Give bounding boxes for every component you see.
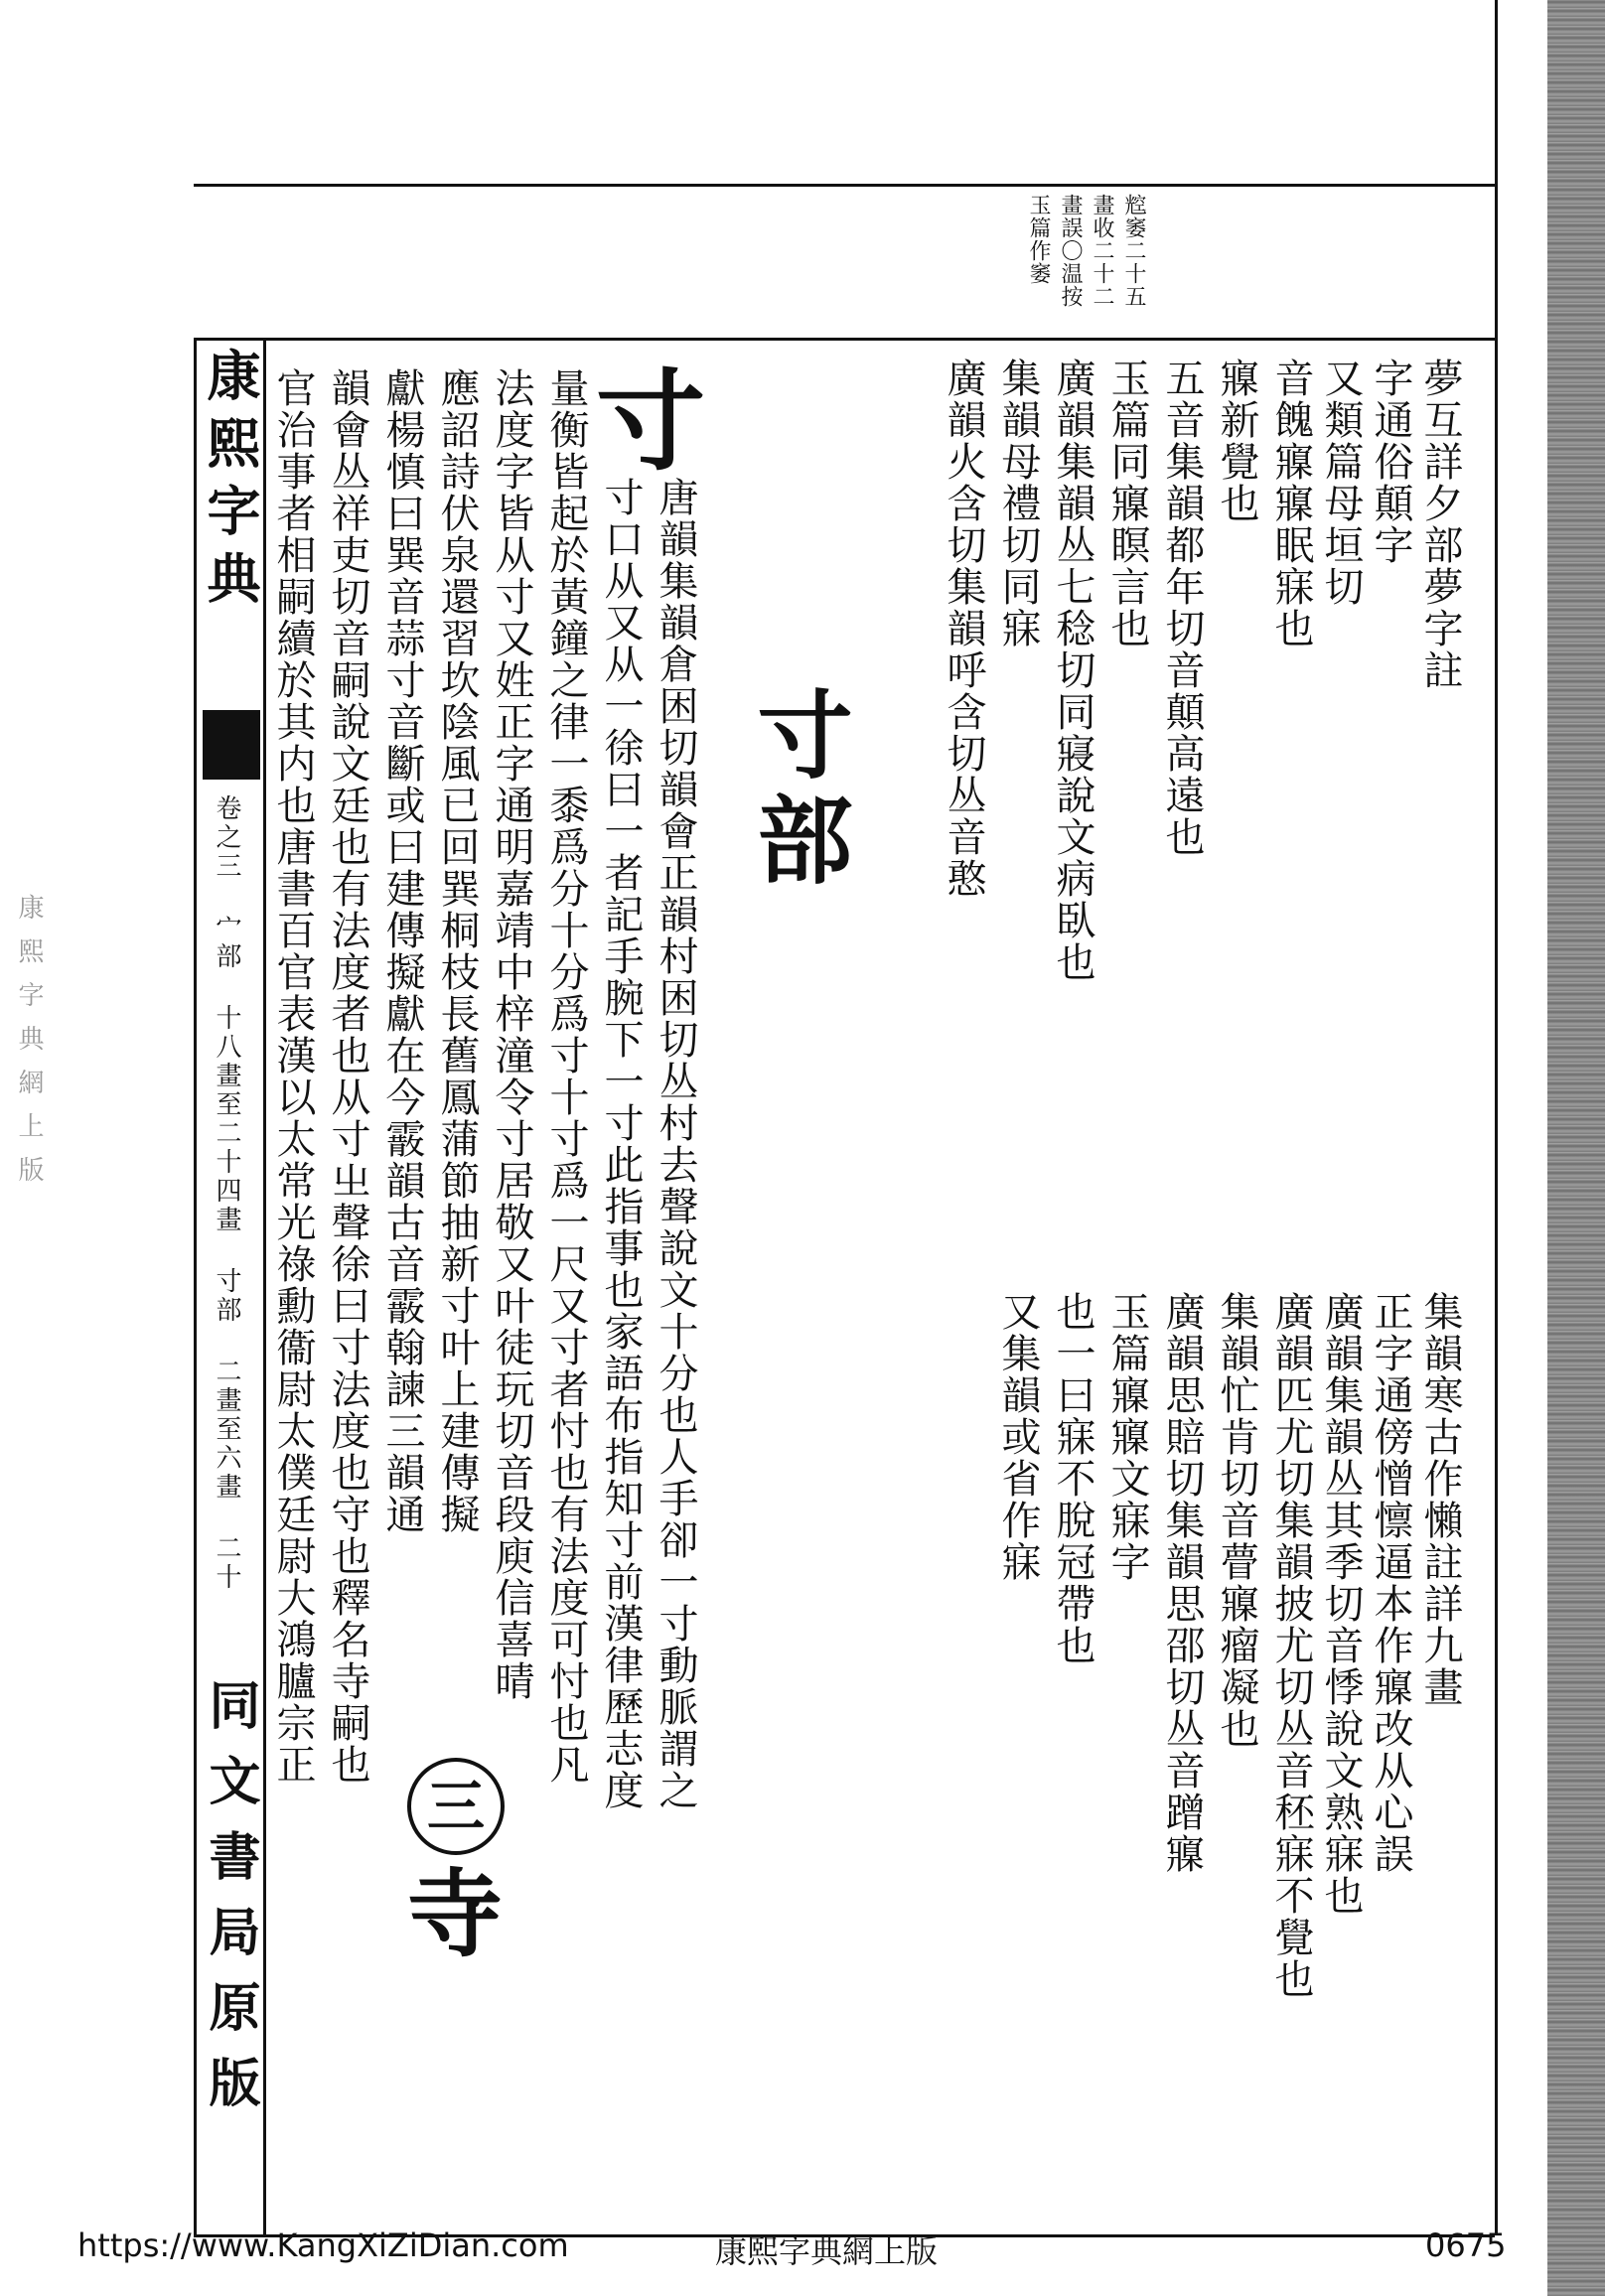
footer-page-number: 0675	[1425, 2226, 1507, 2264]
text-column: 又集韻或省作寐	[995, 1291, 1041, 1583]
sub-count: 三	[426, 1773, 485, 1840]
text-column: 集韻寒古作懶註詳九畫	[1417, 1291, 1463, 1708]
text-column: 寸口从又从一徐曰一者記手腕下一寸此指事也家語布指知寸前漢律歷志度	[598, 477, 644, 1811]
top-note-col: 畫收二十二	[1090, 194, 1114, 308]
sub-count-circle	[407, 1758, 505, 1855]
side-label: 康熙字典網上版	[14, 894, 44, 1200]
text-column: 集韻忙肯切音瞢寱瘤凝也	[1214, 1291, 1259, 1750]
sub-headword: 寺	[407, 1858, 503, 1970]
margin-border	[263, 338, 266, 2234]
top-note-col: 䆪䆧二十五	[1121, 194, 1146, 308]
section-title: 寸部	[742, 685, 854, 896]
footer-url[interactable]: https://www.KangXiZiDian.com	[77, 2226, 569, 2264]
text-column: 唐韻集韻倉困切韻會正韻村困切丛村去聲說文十分也人手卻一寸動脈謂之	[653, 477, 698, 1811]
text-column: 玉篇寱寱文寐字	[1104, 1291, 1150, 1583]
headword: 寸	[596, 358, 705, 486]
text-column: 寱新覺也	[1214, 358, 1259, 524]
margin-block	[203, 710, 260, 780]
top-note-col: 畫誤〇温按	[1058, 194, 1083, 308]
text-column: 廣韻思賠切集韻思邵切丛音蹭寱	[1159, 1291, 1205, 1875]
text-column: 量衡皆起於黃鐘之律一黍爲分十分爲寸十寸爲一尺又寸者忖也有法度可忖也凡	[543, 367, 589, 1786]
text-column: 廣韻集韻丛其季切音悸說文熟寐也	[1318, 1291, 1364, 1917]
text-column: 廣韻火含切集韻呼含切丛音憨	[941, 358, 986, 900]
left-border	[194, 338, 197, 2234]
top-rule	[194, 184, 1495, 187]
text-column: 官治事者相嗣續於其内也唐書百官表漢以太常光祿勳衞尉太僕廷尉大鴻臚宗正	[270, 367, 316, 1786]
text-column: 正字通傍憎懔逼本作寱改从心誤	[1368, 1291, 1413, 1875]
text-column: 夢互詳夕部夢字註	[1417, 358, 1463, 691]
text-column: 集韻母禮切同寐	[995, 358, 1041, 649]
footer-title: 康熙字典網上版	[715, 2232, 939, 2270]
text-column: 五音集韻都年切音顛高遠也	[1159, 358, 1205, 858]
text-column: 音餽寱寱眠寐也	[1268, 358, 1314, 649]
volume-info: 卷之三 宀部 十八畫至二十四畫 寸部 二畫至六畫 二十	[212, 794, 241, 1592]
text-column: 韻會丛祥吏切音嗣說文廷也有法度者也从寸㞢聲徐曰寸法度也守也釋名寺嗣也	[325, 367, 370, 1786]
right-border	[1495, 0, 1498, 2234]
top-rule-2	[194, 338, 1495, 341]
text-column: 法度字皆从寸又姓正字通明嘉靖中梓潼令寸居敬又叶徒玩切音段庾信喜晴	[489, 367, 534, 1702]
text-column: 廣韻集韻丛七稔切同寢說文病臥也	[1050, 358, 1095, 983]
text-column: 廣韻匹尤切集韻披尤切丛音秠寐不覺也	[1268, 1291, 1314, 2000]
text-column: 獻楊慎曰巽音蒜寸音斷或曰建傳擬獻在今霰韻古音霰翰諫三韻通	[379, 367, 425, 1535]
top-note-col: 玉篇作䆧	[1026, 194, 1051, 285]
publisher: 同文書局原版	[200, 1678, 260, 2131]
text-column: 又類篇母垣切	[1318, 358, 1364, 608]
text-column: 也一曰寐不脫冠帶也	[1050, 1291, 1095, 1666]
text-column: 應詔詩伏泉還習坎陰風已回巽桐枝長舊鳳蒲節抽新寸叶上建傳擬	[434, 367, 480, 1535]
text-column: 玉篇同寱瞑言也	[1104, 358, 1150, 649]
scan-edge	[1547, 0, 1605, 2296]
book-title: 康熙字典	[199, 348, 262, 618]
text-column: 字通俗顛字	[1368, 358, 1413, 566]
